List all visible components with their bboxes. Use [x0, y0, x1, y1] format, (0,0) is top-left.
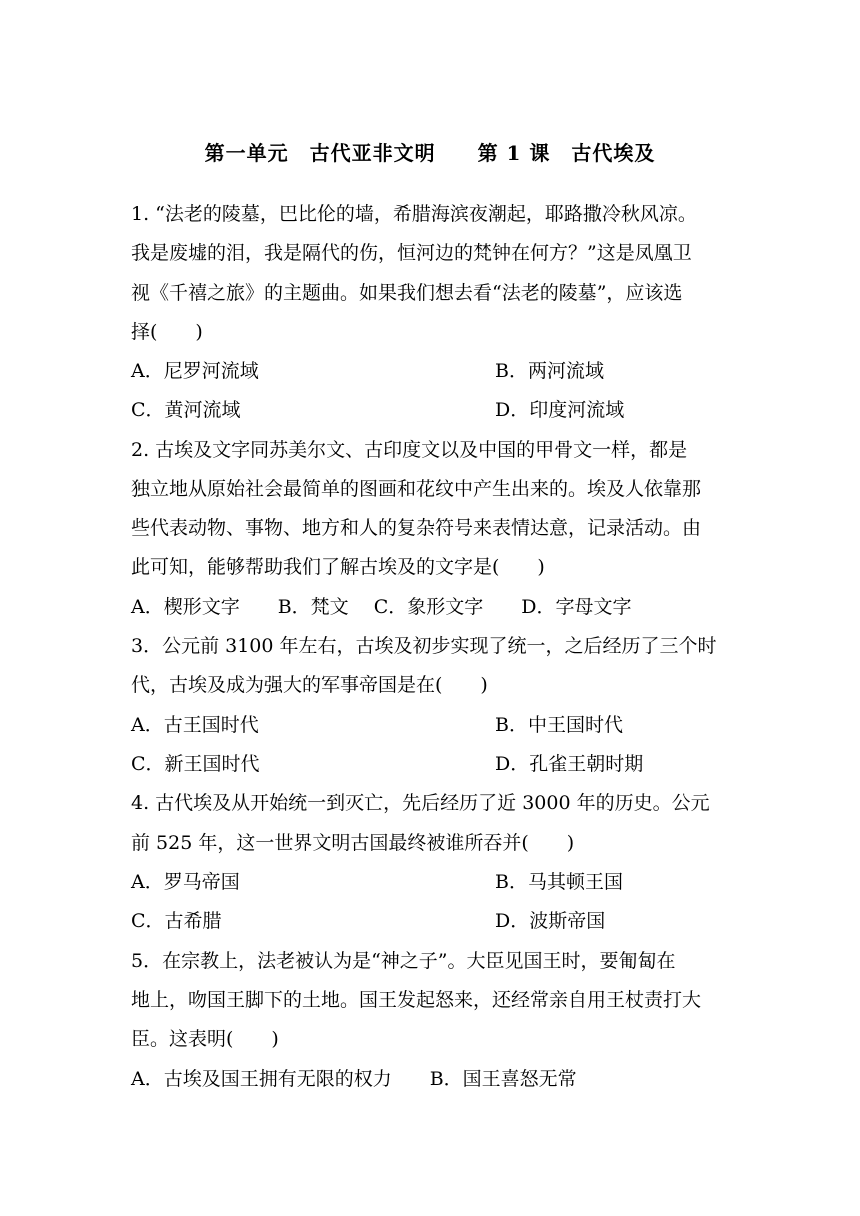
- option-a: A．尼罗河流域: [131, 360, 259, 382]
- option-c: C．新王国时代: [131, 753, 260, 775]
- question-stem-line: 2. 古埃及文字同苏美尔文、古印度文以及中国的甲骨文一样，都是: [131, 439, 688, 461]
- option-b: B．两河流域: [495, 360, 604, 382]
- page-title: 第一单元 古代亚非文明 第 1 课 古代埃及: [204, 141, 656, 165]
- option-c: C．黄河流域: [131, 399, 241, 421]
- option-d: D．孔雀王朝时期: [495, 753, 644, 775]
- options-inline: A．古埃及国王拥有无限的权力 B．国王喜怒无常: [131, 1068, 577, 1090]
- question-stem-line: 地上，吻国王脚下的土地。国王发起怒来，还经常亲自用王杖责打大: [131, 989, 702, 1011]
- question-stem-line: 我是废墟的泪，我是隔代的伤，恒河边的梵钟在何方？”这是凤凰卫: [131, 242, 692, 264]
- option-d: D．印度河流域: [495, 399, 625, 421]
- question-stem-line: 3．公元前 3100 年左右，古埃及初步实现了统一，之后经历了三个时: [131, 635, 717, 657]
- question-stem-line: 4. 古代埃及从开始统一到灭亡，先后经历了近 3000 年的历史。公元: [131, 792, 710, 814]
- question-stem-line: 代，古埃及成为强大的军事帝国是在( ): [131, 674, 488, 696]
- question-stem-line: 视《千禧之旅》的主题曲。如果我们想去看“法老的陵墓”，应该选: [131, 282, 683, 304]
- question-stem-line: 臣。这表明( ): [131, 1028, 279, 1050]
- question-stem-line: 些代表动物、事物、地方和人的复杂符号来表情达意，记录活动。由: [131, 517, 702, 539]
- option-a: A．古王国时代: [131, 714, 259, 736]
- question-stem-line: 5．在宗教上，法老被认为是“神之子”。大臣见国王时，要匍匐在: [131, 950, 676, 972]
- option-a: A．罗马帝国: [131, 871, 240, 893]
- question-stem-line: 此可知，能够帮助我们了解古埃及的文字是( ): [131, 556, 545, 578]
- options-inline: A．楔形文字 B．梵文 C．象形文字 D．字母文字: [131, 596, 632, 618]
- option-d: D．波斯帝国: [495, 910, 606, 932]
- question-stem-line: 1. “法老的陵墓，巴比伦的墙，希腊海滨夜潮起，耶路撒冷秋风凉。: [131, 203, 697, 225]
- question-stem-line: 择( ): [131, 321, 203, 343]
- question-stem-line: 独立地从原始社会最简单的图画和花纹中产生出来的。埃及人依靠那: [131, 478, 702, 500]
- question-stem-line: 前 525 年，这一世界文明古国最终被谁所吞并( ): [131, 832, 575, 854]
- option-b: B．中王国时代: [495, 714, 623, 736]
- option-c: C．古希腊: [131, 910, 222, 932]
- option-b: B．马其顿王国: [495, 871, 623, 893]
